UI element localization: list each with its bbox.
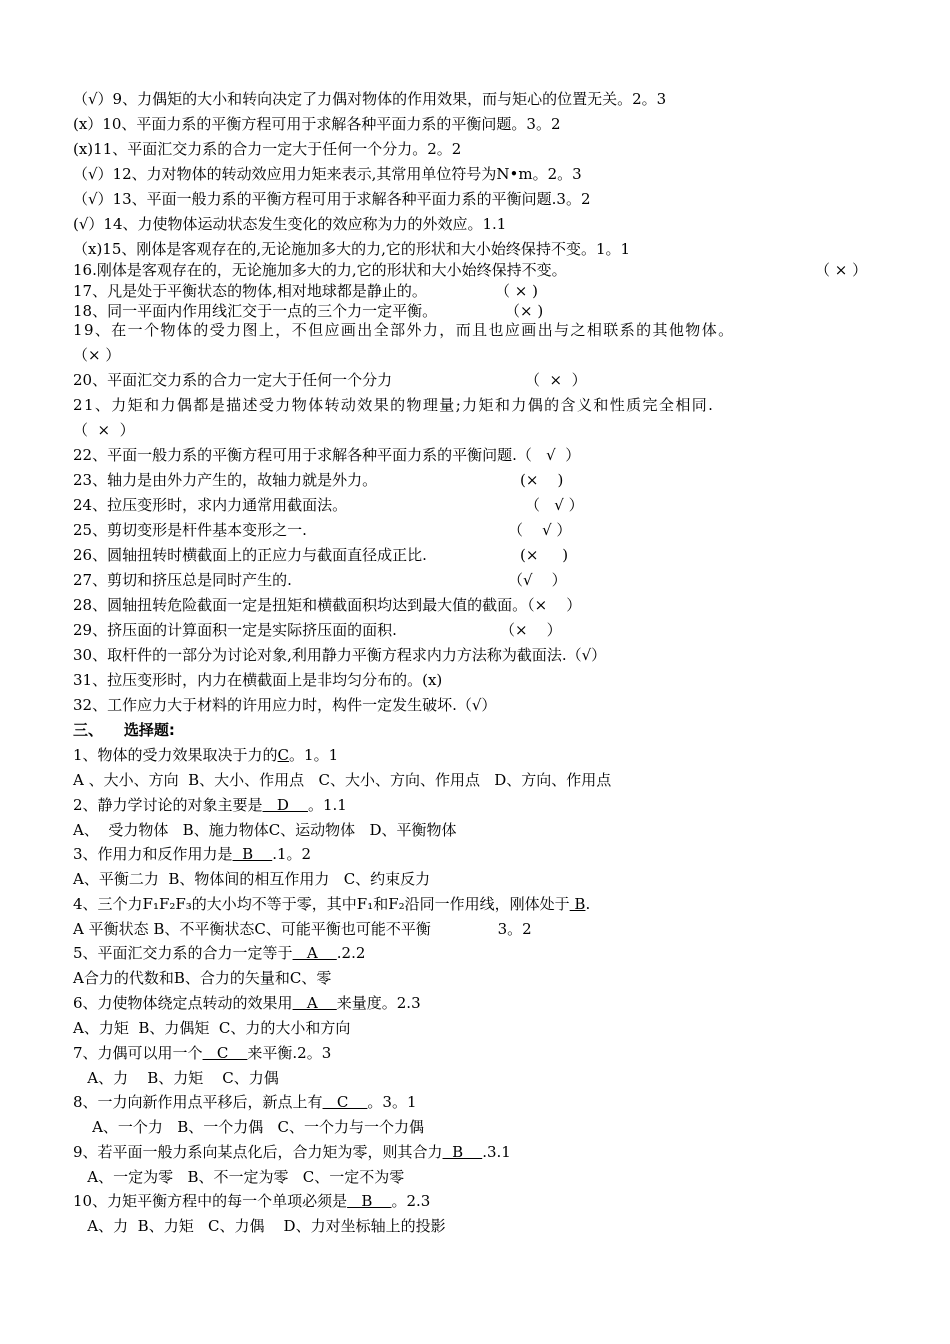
judgment-answer-mark: （ √ ） <box>508 521 572 539</box>
judgment-text: 24、拉压变形时，求内力通常用截面法。 <box>73 496 348 514</box>
choice-question <box>73 1191 873 1211</box>
answer-blank: B <box>442 1142 483 1161</box>
judgment-text: 29、挤压面的计算面积一定是实际挤压面的面积. <box>73 621 397 639</box>
question-stem: 9、若平面一般力系向某点化后，合力矩为零，则其合力 <box>73 1142 443 1161</box>
judgment-item <box>73 445 873 465</box>
question-options: A、一定为零 B、不一定为零 C、一定不为零 <box>73 1167 405 1186</box>
judgment-item <box>73 570 873 590</box>
question-options: A、力 B、力矩 C、力偶 D、力对坐标轴上的投影 <box>73 1217 446 1236</box>
judgment-text: 28、圆轴扭转危险截面一定是扭矩和横截面积均达到最大值的截面。（× ） <box>73 596 582 614</box>
question-options: A、力 B、力矩 C、力偶 <box>73 1068 279 1087</box>
judgment-text: 20、平面汇交力系的合力一定大于任何一个分力 <box>73 371 393 389</box>
answer-blank: B <box>569 894 586 913</box>
judgment-item <box>73 645 873 665</box>
judgment-text: 18、同一平面内作用线汇交于一点的三个力一定平衡。 <box>73 302 438 320</box>
question-stem: 4、三个力F₁F₂F₃的大小均不等于零，其中F₁和F₂沿同一作用线，刚体处于 <box>73 894 570 913</box>
judgment-item <box>73 189 873 209</box>
question-suffix: 来平衡.2。3 <box>247 1043 332 1062</box>
answer-blank: D <box>262 795 308 814</box>
question-suffix: 来量度。2.3 <box>336 994 421 1012</box>
judgment-text: 25、剪切变形是杆件基本变形之一. <box>73 521 307 539</box>
judgment-item <box>73 239 873 259</box>
judgment-text: 31、拉压变形时，内力在横截面上是非均匀分布的。(x) <box>73 671 443 689</box>
question-options: A、平衡二力 B、物体间的相互作用力 C、约束反力 <box>73 870 431 889</box>
choice-question <box>73 795 873 815</box>
judgment-text: 32、工作应力大于材料的许用应力时，构件一定发生破坏.（√） <box>73 696 497 714</box>
choice-question <box>73 844 873 864</box>
answer-blank: A <box>292 994 337 1012</box>
choice-question <box>73 1142 873 1162</box>
question-options: A 、大小、方向 B、大小、作用点 C、大小、方向、作用点 D、方向、作用点 <box>73 771 612 789</box>
question-options: A合力的代数和B、合力的矢量和C、零 <box>73 969 332 988</box>
judgment-item <box>73 214 873 234</box>
judgment-text: （× ） <box>73 346 121 364</box>
judgment-answer-mark: (× ) <box>520 471 564 489</box>
question-stem: 7、力偶可以用一个 <box>73 1043 203 1062</box>
judgment-answer-mark: （× ） <box>500 621 562 639</box>
judgment-text: 17、凡是处于平衡状态的物体,相对地球都是静止的。 <box>73 282 427 300</box>
question-suffix: .3.1 <box>482 1142 511 1161</box>
answer-blank: B <box>232 845 273 864</box>
choice-question <box>73 993 873 1013</box>
judgment-text: 22、平面一般力系的平衡方程可用于求解各种平面力系的平衡问题.（ √ ） <box>73 446 581 464</box>
judgment-text: 21、力矩和力偶都是描述受力物体转动效果的物理量;力矩和力偶的含义和性质完全相同. <box>73 396 715 414</box>
judgment-item <box>73 260 873 280</box>
judgment-item <box>73 495 873 515</box>
judgment-text: （√）13、平面一般力系的平衡方程可用于求解各种平面力系的平衡问题.3。2 <box>73 190 591 208</box>
judgment-item <box>73 89 873 109</box>
judgment-item <box>73 320 873 340</box>
question-stem: 8、一力向新作用点平移后，新点上有 <box>73 1093 323 1112</box>
judgment-text: 16.刚体是客观存在的，无论施加多大的力,它的形状和大小始终保持不变。 <box>73 261 567 279</box>
judgment-answer-mark: （ √ ） <box>525 496 584 514</box>
judgment-item <box>73 139 873 159</box>
section-heading: 三、 选择题: <box>73 721 175 739</box>
judgment-item <box>73 420 873 440</box>
choice-question <box>73 1092 873 1112</box>
judgment-item <box>73 620 873 640</box>
judgment-text: （√）12、力对物体的转动效应用力矩来表示,其常用单位符号为N•m。2。3 <box>73 165 582 183</box>
question-options: A、力矩 B、力偶矩 C、力的大小和方向 <box>73 1019 351 1037</box>
judgment-text: 30、取杆件的一部分为讨论对象,利用静力平衡方程求内力方法称为截面法.（√） <box>73 646 607 664</box>
question-suffix: 。1.1 <box>307 795 347 814</box>
judgment-answer-mark: （ × ） <box>525 371 587 389</box>
answer-blank: C <box>322 1093 368 1112</box>
question-suffix: 。1。1 <box>289 746 339 764</box>
judgment-text: （√）9、力偶矩的大小和转向决定了力偶对物体的作用效果，而与矩心的位置无关。2。3 <box>73 90 667 108</box>
judgment-text: (x）10、平面力系的平衡方程可用于求解各种平面力系的平衡问题。3。2 <box>73 115 561 133</box>
choice-question <box>73 894 873 914</box>
judgment-text: 26、圆轴扭转时横截面上的正应力与截面直径成正比. <box>73 546 427 564</box>
question-suffix: 。3。1 <box>367 1093 417 1112</box>
judgment-item <box>73 695 873 715</box>
question-stem: 6、力使物体绕定点转动的效果用 <box>73 994 293 1012</box>
question-stem: 2、静力学讨论的对象主要是 <box>73 795 263 814</box>
question-stem: 1、物体的受力效果取决于力的 <box>73 746 278 764</box>
judgment-item <box>73 370 873 390</box>
question-suffix: .2.2 <box>336 944 366 963</box>
judgment-text: 23、轴力是由外力产生的，故轴力就是外力。 <box>73 471 378 489</box>
question-options: A、一个力 B、一个力偶 C、一个力与一个力偶 <box>73 1118 425 1137</box>
judgment-text: 19、在一个物体的受力图上，不但应画出全部外力，而且也应画出与之相联系的其他物体。 <box>73 321 735 339</box>
judgment-item <box>73 670 873 690</box>
question-suffix: . <box>585 894 591 913</box>
judgment-item <box>73 595 873 615</box>
judgment-answer-mark: （√ ） <box>508 571 567 589</box>
judgment-item <box>73 470 873 490</box>
question-suffix: .1。2 <box>272 845 312 864</box>
answer-blank: A <box>292 944 337 963</box>
choice-question <box>73 1043 873 1063</box>
judgment-answer-mark: （ × ) <box>495 282 538 300</box>
judgment-text: (x)11、平面汇交力系的合力一定大于任何一个分力。2。2 <box>73 140 462 158</box>
judgment-item <box>73 345 873 365</box>
question-options: A、 受力物体 B、施力物体C、运动物体 D、平衡物体 <box>73 820 457 839</box>
judgment-item <box>73 301 873 321</box>
answer-blank: C <box>277 746 290 764</box>
judgment-text: （x)15、刚体是客观存在的,无论施加多大的力,它的形状和大小始终保持不变。1。1 <box>73 240 631 258</box>
question-options: A 平衡状态 B、不平衡状态C、可能平衡也可能不平衡 3。2 <box>73 919 532 938</box>
judgment-answer-mark: （ × ） <box>815 261 868 279</box>
answer-blank: C <box>202 1043 248 1062</box>
judgment-answer-mark: （× ) <box>505 302 544 320</box>
judgment-text: 27、剪切和挤压总是同时产生的. <box>73 571 292 589</box>
judgment-item <box>73 545 873 565</box>
question-stem: 10、力矩平衡方程中的每一个单项必须是 <box>73 1192 348 1211</box>
question-stem: 5、平面汇交力系的合力一定等于 <box>73 944 293 963</box>
judgment-item <box>73 395 873 415</box>
question-suffix: 。2.3 <box>391 1192 431 1211</box>
judgment-item <box>73 520 873 540</box>
judgment-text: （ × ） <box>73 421 135 439</box>
choice-question <box>73 745 873 765</box>
judgment-text: (√）14、力使物体运动状态发生变化的效应称为力的外效应。1.1 <box>73 215 507 233</box>
judgment-item <box>73 164 873 184</box>
question-stem: 3、作用力和反作用力是 <box>73 845 233 864</box>
choice-question <box>73 943 873 963</box>
judgment-answer-mark: (× ) <box>520 546 569 564</box>
judgment-item <box>73 114 873 134</box>
answer-blank: B <box>347 1192 392 1211</box>
judgment-item <box>73 281 873 301</box>
